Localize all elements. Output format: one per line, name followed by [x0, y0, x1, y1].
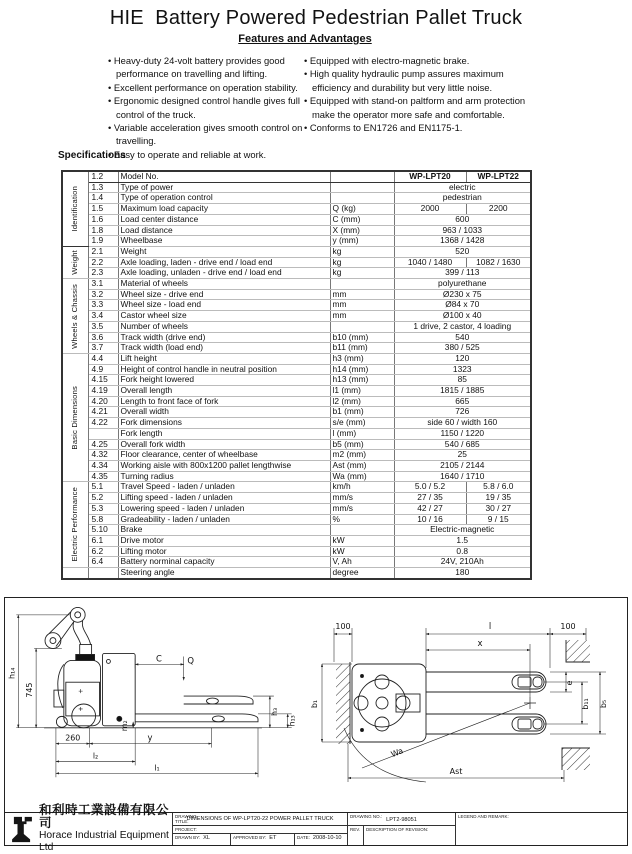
top-view-truck-outline — [336, 640, 590, 782]
spec-cell: 2.2 — [88, 257, 118, 268]
spec-cell — [330, 321, 394, 332]
spec-cell: 6.1 — [88, 535, 118, 546]
spec-cell: b11 (mm) — [330, 343, 394, 354]
side-view-drawing — [7, 599, 299, 809]
spec-cell: 4.21 — [88, 407, 118, 418]
dim-label-l: l — [488, 622, 492, 632]
date-label: DATE: — [297, 835, 310, 840]
dim-label-wa: Wa — [389, 746, 405, 760]
spec-cell: 3.3 — [88, 300, 118, 311]
spec-cell: Battery norminal capacity — [118, 557, 330, 568]
revision-description-label: DESCRIPTION OF REVISION: — [366, 827, 429, 832]
spec-cell: V, Ah — [330, 557, 394, 568]
spec-cell: 25 — [394, 450, 531, 461]
spec-cell: Type of power — [118, 182, 330, 193]
spec-cell: 600 — [394, 214, 531, 225]
spec-cell: 10 / 16 — [394, 514, 466, 525]
company-logo-icon — [10, 816, 34, 843]
specifications-heading: Specifications — [58, 150, 126, 161]
spec-cell: Number of wheels — [118, 321, 330, 332]
date-value: 2008-10-10 — [312, 835, 342, 841]
spec-cell: 1 drive, 2 castor, 4 loading — [394, 321, 531, 332]
spec-cell: Material of wheels — [118, 279, 330, 290]
spec-cell: y (mm) — [330, 236, 394, 247]
spec-cell: % — [330, 514, 394, 525]
spec-cell: Axle loading, laden - drive end / load end — [118, 257, 330, 268]
spec-cell: 2200 — [466, 204, 531, 215]
feature-item: • Equipped with electro-magnetic brake. — [304, 54, 530, 67]
spec-row — [62, 171, 531, 182]
spec-cell: Fork dimensions — [118, 418, 330, 429]
spec-cell: Electric-magnetic — [394, 525, 531, 536]
dim-label-260: 260 — [65, 733, 81, 743]
dim-label-l2: l₂ — [92, 751, 99, 761]
spec-cell: 5.1 — [88, 482, 118, 493]
spec-cell: h3 (mm) — [330, 353, 394, 364]
spec-cell: 540 / 685 — [394, 439, 531, 450]
spec-cell: 726 — [394, 407, 531, 418]
spec-cell: h13 (mm) — [330, 375, 394, 386]
feature-item: • Heavy-duty 24-volt battery provides good performance on travelling and lifting. — [108, 54, 306, 81]
spec-row — [62, 193, 531, 204]
spec-cell: Ø230 x 75 — [394, 289, 531, 300]
features-list-right — [304, 54, 530, 134]
drawing-number-cell — [348, 813, 456, 845]
spec-cell: Wheelbase — [118, 236, 330, 247]
spec-cell: 6.2 — [88, 546, 118, 557]
spec-cell: Overall length — [118, 386, 330, 397]
spec-cell: Model No. — [118, 171, 330, 182]
feature-item: • Variable acceleration gives smooth control on travelling. — [108, 121, 306, 148]
spec-cell: 27 / 35 — [394, 493, 466, 504]
spec-cell — [88, 568, 118, 579]
spec-cell — [330, 182, 394, 193]
spec-cell: 1323 — [394, 364, 531, 375]
spec-cell: Fork height lowered — [118, 375, 330, 386]
spec-cell: X (mm) — [330, 225, 394, 236]
spec-cell: kW — [330, 535, 394, 546]
drawn-by-cell — [173, 834, 231, 845]
spec-row — [62, 428, 531, 439]
title-block — [5, 803, 627, 853]
legend-cell — [456, 813, 627, 845]
side-view-truck-outline — [44, 607, 262, 727]
spec-group-label: Electric Performance — [62, 482, 88, 568]
spec-group-label: Wheels & Chassis — [62, 279, 88, 354]
spec-cell: Overall fork width — [118, 439, 330, 450]
side-view-dimension-lines — [16, 615, 291, 777]
spec-cell: 4.22 — [88, 418, 118, 429]
spec-cell: Axle loading, unladen - drive end / load end — [118, 268, 330, 279]
spec-row — [62, 546, 531, 557]
spec-cell: 1368 / 1428 — [394, 236, 531, 247]
spec-row — [62, 364, 531, 375]
spec-cell: side 60 / width 160 — [394, 418, 531, 429]
dim-label-x: x — [477, 639, 483, 649]
spec-cell: 540 — [394, 332, 531, 343]
spec-cell: Fork length — [118, 428, 330, 439]
spec-row — [62, 343, 531, 354]
spec-cell — [330, 193, 394, 204]
dim-label-m2: m₂ — [120, 720, 130, 732]
spec-cell: kg — [330, 268, 394, 279]
spec-cell: 4.4 — [88, 353, 118, 364]
drawn-by-value: XL — [203, 835, 210, 841]
spec-cell: degree — [330, 568, 394, 579]
spec-cell: 4.15 — [88, 375, 118, 386]
spec-cell: Q (kg) — [330, 204, 394, 215]
dim-label-745: 745 — [25, 682, 35, 698]
approved-by-label: APPROVED BY: — [233, 835, 267, 840]
spec-cell — [330, 171, 394, 182]
spec-cell: h14 (mm) — [330, 364, 394, 375]
spec-row — [62, 289, 531, 300]
spec-cell: 4.19 — [88, 386, 118, 397]
legend-label: LEGEND AND REMARK: — [458, 814, 509, 819]
spec-row — [62, 493, 531, 504]
spec-cell: Ø100 x 40 — [394, 311, 531, 322]
company-names — [39, 804, 172, 854]
spec-cell: 180 — [394, 568, 531, 579]
spec-row — [62, 535, 531, 546]
spec-cell: 1.6 — [88, 214, 118, 225]
spec-row — [62, 471, 531, 482]
spec-cell: 1082 / 1630 — [466, 257, 531, 268]
spec-row — [62, 375, 531, 386]
spec-row — [62, 396, 531, 407]
spec-cell: Lowering speed - laden / unladen — [118, 503, 330, 514]
spec-cell: 4.34 — [88, 460, 118, 471]
spec-cell: 1150 / 1220 — [394, 428, 531, 439]
spec-cell: Wa (mm) — [330, 471, 394, 482]
dim-label-c: C — [156, 653, 162, 664]
spec-cell: 4.32 — [88, 450, 118, 461]
spec-cell: Track width (drive end) — [118, 332, 330, 343]
company-name-cn: 和利時工業設備有限公司 — [39, 803, 170, 830]
spec-row — [62, 246, 531, 257]
features-list-left — [108, 54, 306, 161]
spec-cell: 665 — [394, 396, 531, 407]
spec-cell: Wheel size - load end — [118, 300, 330, 311]
spec-cell — [330, 525, 394, 536]
spec-row — [62, 407, 531, 418]
spec-cell: Maximum load capacity — [118, 204, 330, 215]
spec-cell: l (mm) — [330, 428, 394, 439]
spec-cell: 520 — [394, 246, 531, 257]
spec-cell: 24V, 210Ah — [394, 557, 531, 568]
spec-cell: m2 (mm) — [330, 450, 394, 461]
spec-cell: C (mm) — [330, 214, 394, 225]
spec-row — [62, 525, 531, 536]
spec-cell: 1.5 — [88, 204, 118, 215]
spec-cell: 1.9 — [88, 236, 118, 247]
spec-group-label: Basic Dimensions — [62, 353, 88, 481]
spec-cell: 6.4 — [88, 557, 118, 568]
spec-cell: Travel Speed - laden / unladen — [118, 482, 330, 493]
approved-by-value: ET — [269, 835, 277, 841]
spec-cell: 30 / 27 — [466, 503, 531, 514]
spec-cell: Drive motor — [118, 535, 330, 546]
spec-cell: l2 (mm) — [330, 396, 394, 407]
spec-cell: mm — [330, 300, 394, 311]
spec-cell: Type of operation control — [118, 193, 330, 204]
spec-cell: kW — [330, 546, 394, 557]
spec-cell: 3.1 — [88, 279, 118, 290]
spec-cell: s/e (mm) — [330, 418, 394, 429]
dim-label-y: y — [147, 732, 153, 743]
spec-cell: Load distance — [118, 225, 330, 236]
spec-row — [62, 503, 531, 514]
spec-cell: 5.8 — [88, 514, 118, 525]
approved-by-cell — [231, 834, 295, 845]
spec-row — [62, 300, 531, 311]
spec-cell: 3.7 — [88, 343, 118, 354]
dim-label-b5: b₅ — [599, 699, 608, 709]
spec-cell: 3.5 — [88, 321, 118, 332]
spec-row — [62, 439, 531, 450]
spec-group-label: Identification — [62, 171, 88, 246]
spec-cell: electric — [394, 182, 531, 193]
spec-cell: Track width (load end) — [118, 343, 330, 354]
spec-cell: 5.10 — [88, 525, 118, 536]
drawing-title-value: DIMENSIONS OF WP-LPT20-22 POWER PALLET TRUCK — [186, 816, 334, 822]
spec-cell: 4.35 — [88, 471, 118, 482]
spec-cell: 1.5 — [394, 535, 531, 546]
spec-row — [62, 418, 531, 429]
spec-cell: pedestrian — [394, 193, 531, 204]
spec-group-label — [62, 568, 88, 579]
spec-cell: WP-LPT22 — [466, 171, 531, 182]
spec-row — [62, 332, 531, 343]
dim-label-b11: b₁₁ — [581, 698, 590, 710]
spec-cell: mm — [330, 311, 394, 322]
spec-cell: Wheel size - drive end — [118, 289, 330, 300]
spec-cell: 3.6 — [88, 332, 118, 343]
spec-cell: 120 — [394, 353, 531, 364]
spec-cell: 42 / 27 — [394, 503, 466, 514]
spec-cell: Weight — [118, 246, 330, 257]
spec-cell: Ø84 x 70 — [394, 300, 531, 311]
spec-cell: b5 (mm) — [330, 439, 394, 450]
dim-label-100-left: 100 — [335, 622, 351, 631]
dim-label-ast: Ast — [449, 767, 463, 776]
drawing-title-cell — [173, 813, 348, 845]
specifications-table — [61, 170, 532, 580]
spec-cell — [88, 428, 118, 439]
spec-row — [62, 204, 531, 215]
spec-cell: 1640 / 1710 — [394, 471, 531, 482]
spec-cell: 85 — [394, 375, 531, 386]
spec-cell: 1.4 — [88, 193, 118, 204]
technical-drawing-frame — [4, 597, 628, 853]
company-name-en: Horace Industrial Equipment Ltd — [39, 830, 169, 853]
spec-cell — [330, 279, 394, 290]
feature-item: • Equipped with stand-on paltform and arm protection make the operator more safe and comfortable. — [304, 94, 530, 121]
spec-cell: WP-LPT20 — [394, 171, 466, 182]
spec-cell: 3.2 — [88, 289, 118, 300]
top-view-drawing — [298, 606, 625, 806]
spec-cell: Working aisle with 800x1200 pallet lengthwise — [118, 460, 330, 471]
spec-cell: Brake — [118, 525, 330, 536]
spec-cell: 5.3 — [88, 503, 118, 514]
spec-row — [62, 557, 531, 568]
spec-row — [62, 257, 531, 268]
spec-cell: Lift height — [118, 353, 330, 364]
spec-row — [62, 460, 531, 471]
spec-cell: 4.20 — [88, 396, 118, 407]
spec-cell: 5.8 / 6.0 — [466, 482, 531, 493]
spec-cell: 2000 — [394, 204, 466, 215]
feature-item: • Easy to operate and reliable at work. — [108, 148, 306, 161]
spec-cell: km/h — [330, 482, 394, 493]
feature-item: • Ergonomic designed control handle gives full control of the truck. — [108, 94, 306, 121]
features-heading: Features and Advantages — [238, 33, 372, 45]
spec-cell: Load center distance — [118, 214, 330, 225]
spec-cell: 19 / 35 — [466, 493, 531, 504]
project-label: PROJECT: — [175, 827, 197, 832]
dim-label-100-right: 100 — [560, 622, 576, 631]
dim-label-h3: h₃ — [269, 707, 279, 717]
page-title: HIE Battery Powered Pedestrian Pallet Truck — [109, 7, 523, 29]
spec-cell: 1815 / 1885 — [394, 386, 531, 397]
spec-cell: 2.1 — [88, 246, 118, 257]
spec-row — [62, 182, 531, 193]
spec-cell: Steering angle — [118, 568, 330, 579]
spec-cell: mm/s — [330, 503, 394, 514]
company-logo-block — [5, 803, 173, 853]
spec-cell: Lifting speed - laden / unladen — [118, 493, 330, 504]
spec-cell: Turning radius — [118, 471, 330, 482]
feature-item: • Excellent performance on operation stability. — [108, 81, 306, 94]
spec-cell: b1 (mm) — [330, 407, 394, 418]
drawn-by-label: DRAWN BY: — [175, 835, 201, 840]
spec-row — [62, 386, 531, 397]
spec-row — [62, 268, 531, 279]
dim-label-h13: h₁₃ — [287, 715, 297, 727]
spec-cell: mm — [330, 289, 394, 300]
drawing-title-label: DRAWING TITLE: — [175, 814, 197, 824]
dim-label-q: Q — [187, 655, 194, 666]
dim-label-l1: l₁ — [154, 763, 160, 773]
spec-row — [62, 568, 531, 579]
spec-cell: 380 / 525 — [394, 343, 531, 354]
spec-cell: 963 / 1033 — [394, 225, 531, 236]
spec-cell: 2105 / 2144 — [394, 460, 531, 471]
spec-cell: 3.4 — [88, 311, 118, 322]
date-cell — [295, 834, 347, 845]
drawing-no-label: DRAWING NO.: — [350, 814, 383, 819]
spec-cell: Overall width — [118, 407, 330, 418]
spec-cell: Castor wheel size — [118, 311, 330, 322]
side-view-dimension-labels — [7, 653, 296, 772]
rev-label: REV. — [348, 826, 364, 845]
spec-row — [62, 225, 531, 236]
spec-cell: Floor clearance, center of wheelbase — [118, 450, 330, 461]
spec-cell: 4.25 — [88, 439, 118, 450]
dim-label-e: e — [565, 680, 574, 686]
spec-row — [62, 482, 531, 493]
spec-row — [62, 450, 531, 461]
spec-cell: Height of control handle in neutral position — [118, 364, 330, 375]
spec-cell: 1.2 — [88, 171, 118, 182]
spec-cell: 1.3 — [88, 182, 118, 193]
dim-label-h14: h₁₄ — [7, 667, 17, 679]
spec-cell: 1.8 — [88, 225, 118, 236]
spec-row — [62, 236, 531, 247]
spec-cell: kg — [330, 257, 394, 268]
spec-cell: 5.2 — [88, 493, 118, 504]
spec-cell: 2.3 — [88, 268, 118, 279]
spec-cell: l1 (mm) — [330, 386, 394, 397]
spec-cell: mm/s — [330, 493, 394, 504]
spec-cell: polyurethane — [394, 279, 531, 290]
drawing-no-value: LPT2-98051 — [386, 817, 417, 823]
spec-cell: 399 / 113 — [394, 268, 531, 279]
spec-cell: 5.0 / 5.2 — [394, 482, 466, 493]
spec-cell: Length to front face of fork — [118, 396, 330, 407]
spec-row — [62, 311, 531, 322]
spec-cell: 9 / 15 — [466, 514, 531, 525]
spec-row — [62, 514, 531, 525]
spec-cell: Ast (mm) — [330, 460, 394, 471]
spec-cell: 0.8 — [394, 546, 531, 557]
spec-cell: kg — [330, 246, 394, 257]
feature-item: • High quality hydraulic pump assures maximum efficiency and durability but very little noise. — [304, 67, 530, 94]
spec-cell: Lifting motor — [118, 546, 330, 557]
spec-group-label: Weight — [62, 246, 88, 278]
spec-cell: 1040 / 1480 — [394, 257, 466, 268]
spec-table-body — [62, 171, 531, 579]
spec-cell: Gradeability - laden / unladen — [118, 514, 330, 525]
spec-row — [62, 321, 531, 332]
spec-cell: b10 (mm) — [330, 332, 394, 343]
spec-row — [62, 214, 531, 225]
dim-label-b1: b₁ — [310, 699, 319, 709]
spec-row — [62, 353, 531, 364]
spec-cell: 4.9 — [88, 364, 118, 375]
spec-row — [62, 279, 531, 290]
feature-item: • Conforms to EN1726 and EN1175-1. — [304, 121, 530, 134]
